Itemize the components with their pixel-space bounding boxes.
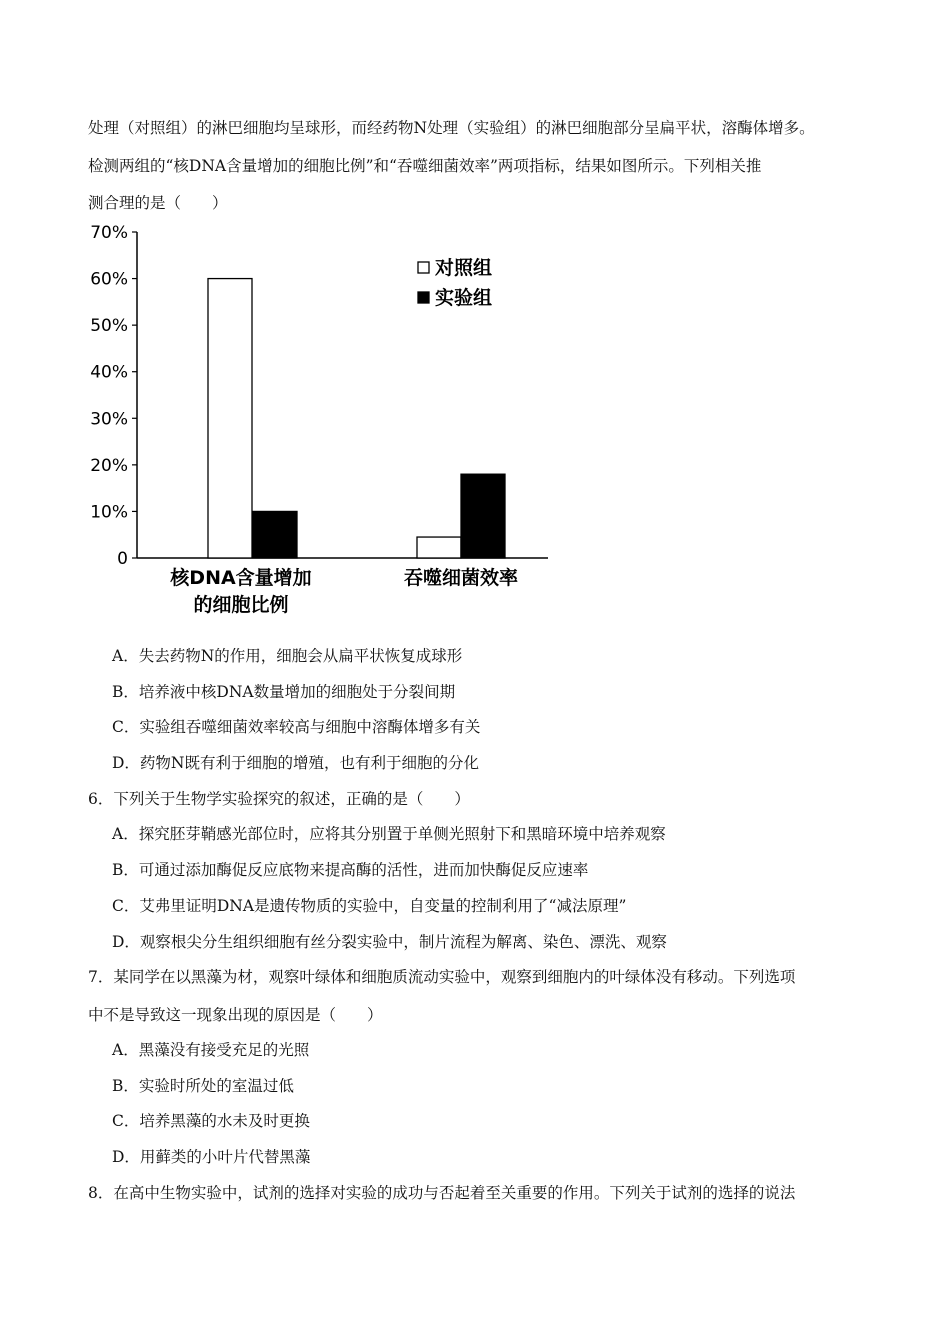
q5-option-d: D．药物N既有利于细胞的增殖，也有利于细胞的分化 [112,754,479,772]
legend-swatch [418,262,429,273]
q6-option-a: A．探究胚芽鞘感光部位时，应将其分别置于单侧光照射下和黑暗环境中培养观察 [112,825,666,843]
legend-swatch [418,292,429,303]
intro-line-2: 检测两组的“核DNA含量增加的细胞比例”和“吞噬细菌效率”两项指标，结果如图所示。下列相关推 [88,157,762,175]
q5-option-a: A．失去药物N的作用，细胞会从扁平状恢复成球形 [112,647,463,665]
y-tick-label: 60% [90,269,128,290]
y-tick-label: 40% [90,362,128,383]
y-tick-label: 20% [90,455,128,476]
q7-stem-line-2: 中不是导致这一现象出现的原因是（ ） [88,1006,383,1024]
y-tick-label: 70% [90,223,128,243]
q6-stem: 6．下列关于生物学实验探究的叙述，正确的是（ ） [88,790,470,808]
q7-stem-line-1: 7．某同学在以黑藻为材，观察叶绿体和细胞质流动实验中，观察到细胞内的叶绿体没有移动。下列选项 [88,968,796,986]
q7-option-c: C．培养黑藻的水未及时更换 [112,1112,310,1130]
category-label: 的细胞比例 [193,594,289,616]
q7-option-a: A．黑藻没有接受充足的光照 [112,1041,310,1059]
category-label: 吞噬细菌效率 [403,567,519,589]
bar-experiment [253,511,297,558]
bar-control [417,537,461,558]
legend-label: 实验组 [435,287,493,309]
intro-line-3: 测合理的是（ ） [88,194,228,212]
bar-experiment [461,474,505,558]
y-tick-label: 0 [117,549,128,569]
q7-option-b: B．实验时所处的室温过低 [112,1077,294,1095]
legend-label: 对照组 [435,257,493,279]
q8-stem: 8．在高中生物实验中，试剂的选择对实验的成功与否起着至关重要的作用。下列关于试剂的选择的说法 [88,1184,796,1202]
q5-option-c: C．实验组吞噬细菌效率较高与细胞中溶酶体增多有关 [112,718,481,736]
q6-option-b: B．可通过添加酶促反应底物来提高酶的活性，进而加快酶促反应速率 [112,861,589,879]
q6-option-c: C．艾弗里证明DNA是遗传物质的实验中，自变量的控制利用了“减法原理” [112,897,627,915]
category-label: 核DNA含量增加 [170,567,312,589]
bar-control [208,279,252,558]
y-tick-label: 50% [90,316,128,337]
bar-chart [90,222,560,622]
q7-option-d: D．用藓类的小叶片代替黑藻 [112,1148,311,1166]
intro-line-1: 处理（对照组）的淋巴细胞均呈球形，而经药物N处理（实验组）的淋巴细胞部分呈扁平状，溶酶体增多。 [88,119,815,137]
y-tick-label: 30% [90,409,128,430]
y-tick-label: 10% [90,502,128,523]
q5-option-b: B．培养液中核DNA数量增加的细胞处于分裂间期 [112,683,456,701]
q6-option-d: D．观察根尖分生组织细胞有丝分裂实验中，制片流程为解离、染色、漂洗、观察 [112,933,667,951]
